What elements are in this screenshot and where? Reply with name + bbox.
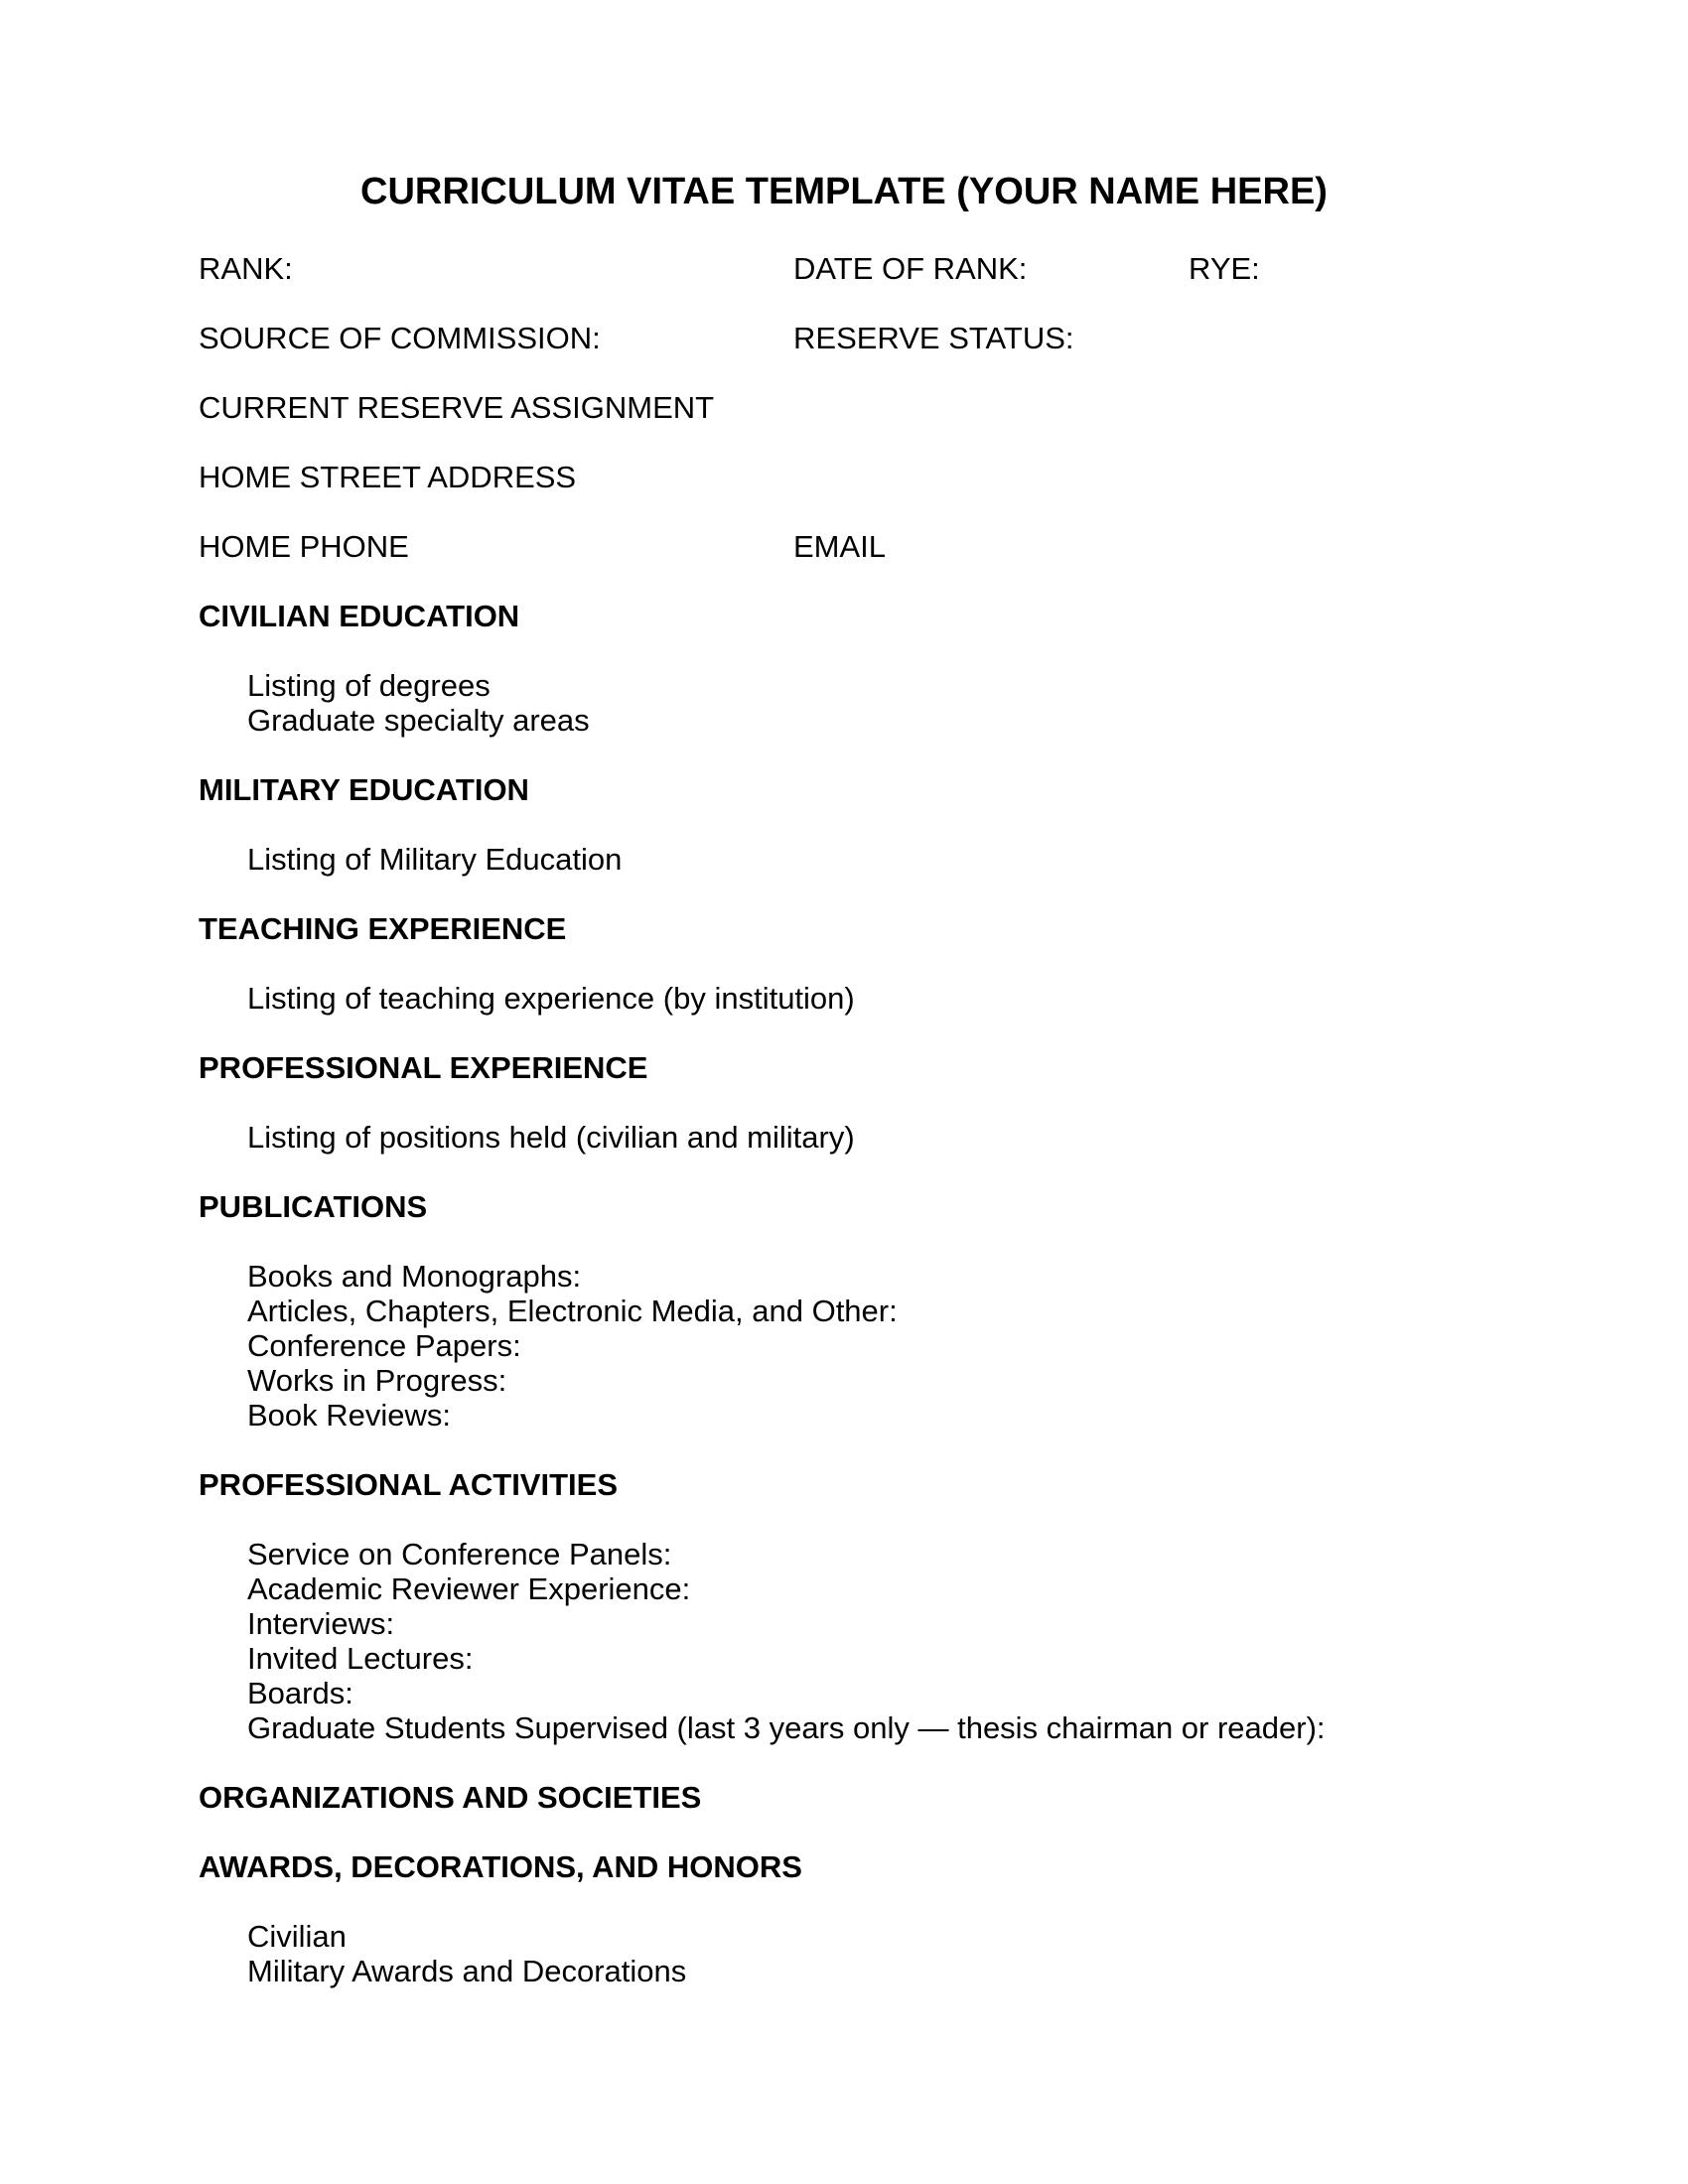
list-item: Listing of Military Education (247, 842, 623, 877)
professional-activities-heading: PROFESSIONAL ACTIVITIES (199, 1467, 618, 1502)
list-item: Service on Conference Panels: (247, 1537, 672, 1571)
list-item: Invited Lectures: (247, 1641, 474, 1676)
list-item: Books and Monographs: (247, 1259, 582, 1294)
list-item: Book Reviews: (247, 1398, 452, 1433)
professional-experience-heading: PROFESSIONAL EXPERIENCE (199, 1050, 648, 1085)
rye-label: RYE: (1189, 251, 1260, 286)
date-of-rank-label: DATE OF RANK: (793, 251, 1028, 286)
civilian-education-heading: CIVILIAN EDUCATION (199, 599, 520, 633)
teaching-experience-heading: TEACHING EXPERIENCE (199, 911, 567, 946)
list-item: Graduate Students Supervised (last 3 years only — thesis chairman or reader): (247, 1710, 1326, 1745)
publications-heading: PUBLICATIONS (199, 1189, 428, 1224)
rank-label: RANK: (199, 251, 293, 286)
list-item: Civilian (247, 1919, 347, 1954)
reserve-status-label: RESERVE STATUS: (793, 321, 1074, 355)
list-item: Listing of teaching experience (by institution) (247, 981, 855, 1016)
list-item: Listing of degrees (247, 668, 491, 703)
list-item: Academic Reviewer Experience: (247, 1571, 691, 1606)
military-education-heading: MILITARY EDUCATION (199, 772, 529, 807)
current-reserve-assignment-label: CURRENT RESERVE ASSIGNMENT (199, 390, 715, 425)
list-item: Conference Papers: (247, 1328, 521, 1363)
home-street-address-label: HOME STREET ADDRESS (199, 460, 577, 494)
list-item: Listing of positions held (civilian and military) (247, 1120, 855, 1155)
document-title: CURRICULUM VITAE TEMPLATE (YOUR NAME HERE) (360, 171, 1328, 212)
source-of-commission-label: SOURCE OF COMMISSION: (199, 321, 601, 355)
list-item: Works in Progress: (247, 1363, 507, 1398)
list-item: Boards: (247, 1676, 353, 1710)
email-label: EMAIL (793, 529, 887, 564)
list-item: Graduate specialty areas (247, 703, 590, 738)
list-item: Articles, Chapters, Electronic Media, and Other: (247, 1294, 898, 1328)
organizations-heading: ORGANIZATIONS AND SOCIETIES (199, 1780, 702, 1815)
awards-heading: AWARDS, DECORATIONS, AND HONORS (199, 1849, 802, 1884)
list-item: Interviews: (247, 1606, 395, 1641)
list-item: Military Awards and Decorations (247, 1954, 687, 1988)
home-phone-label: HOME PHONE (199, 529, 409, 564)
